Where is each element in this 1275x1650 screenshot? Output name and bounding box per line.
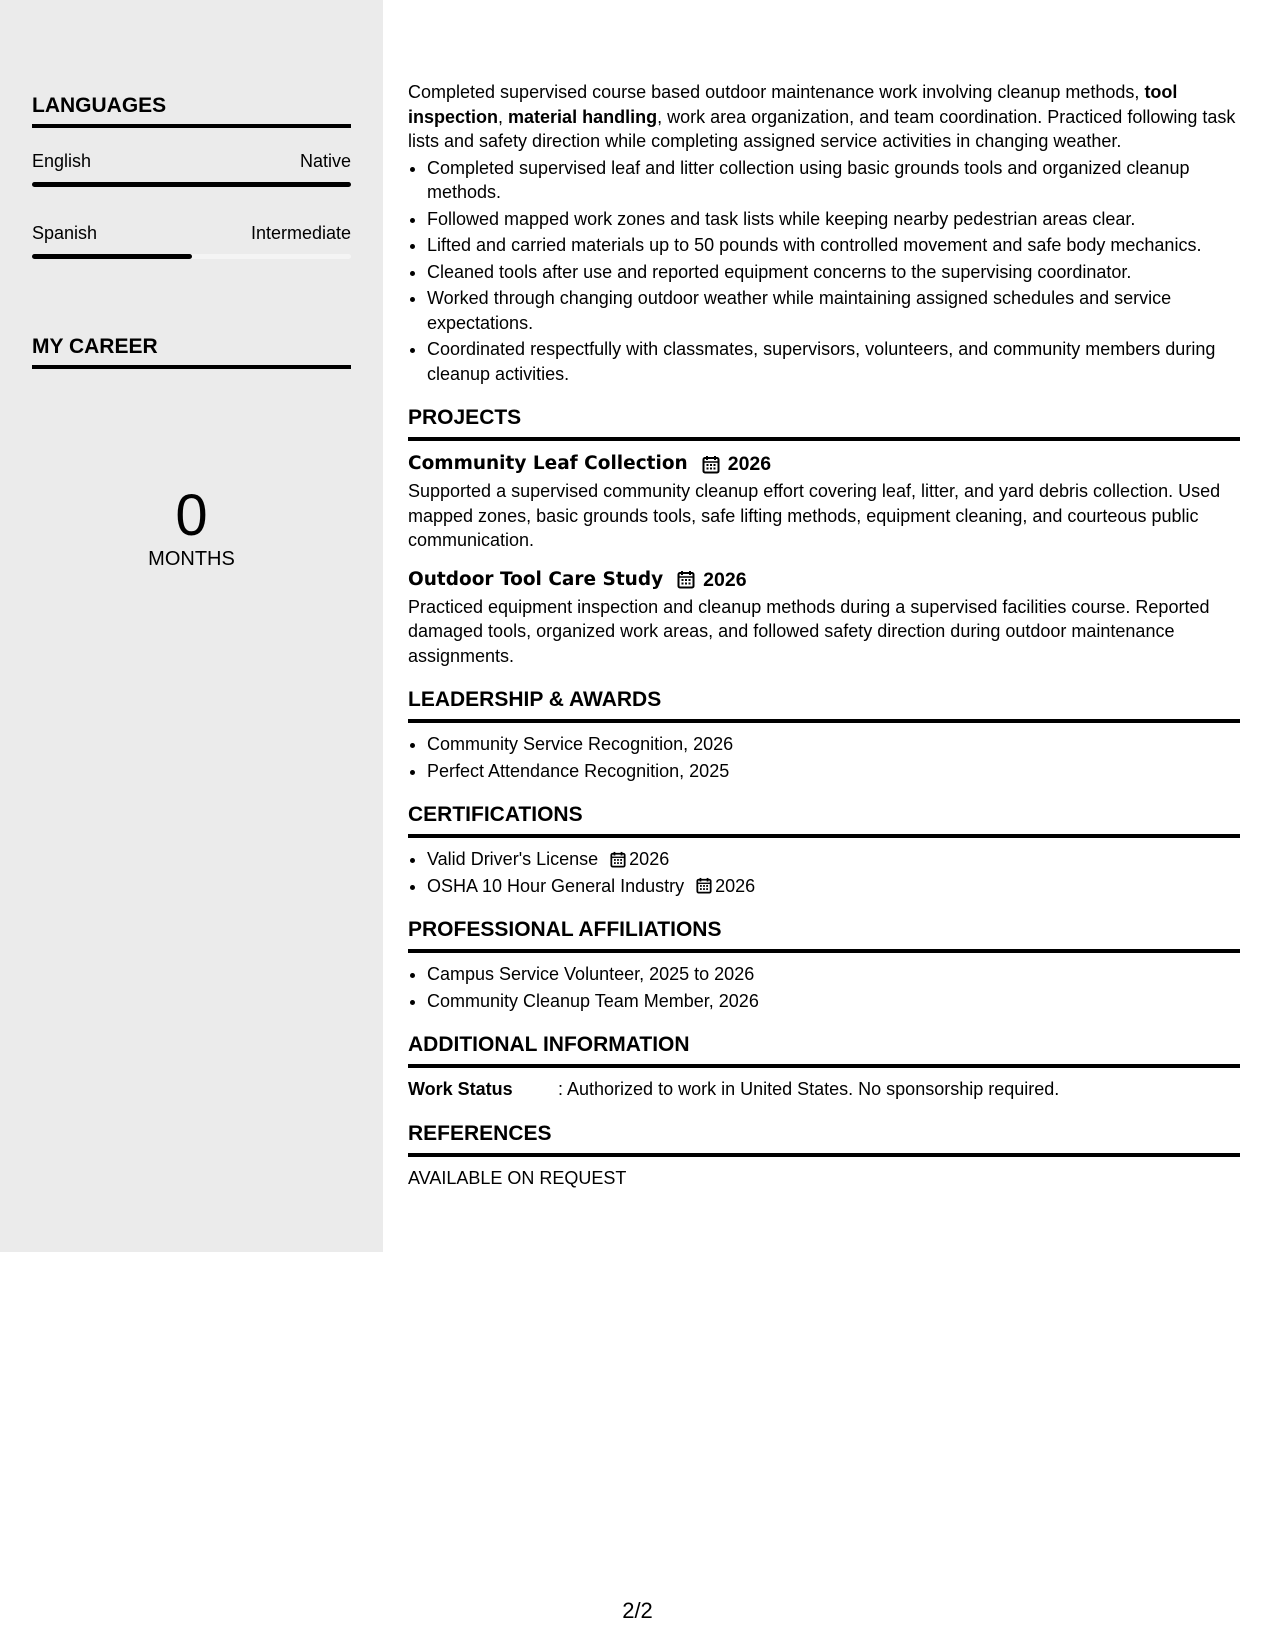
section-title: CERTIFICATIONS [408,803,1240,838]
certification-year: 2026 [715,875,756,896]
calendar-icon [702,455,720,474]
references-section [408,1122,1240,1191]
summary-keyword: tool inspection [408,82,1178,127]
summary-text: , work area organization, and team coordination. Practiced following task lists and safety direction while completing assigned service activities in changing weather. [408,106,1236,151]
language-english [32,151,351,187]
list-item: • Completed supervised leaf and litter collection using basic grounds tools and organized cleanup methods. [427,156,1240,205]
project-year: 2026 [727,453,772,475]
certification-year: 2026 [629,849,670,869]
language-level: Native [299,151,351,171]
section-title: PROJECTS [408,406,1240,441]
career-stat [32,483,351,571]
career-section [32,335,351,571]
summary-text: , [498,106,509,127]
career-unit: MONTHS [148,548,235,570]
list-item [427,847,1240,872]
language-proficiency-fill [32,182,351,187]
certification-name: • OSHA 10 Hour General Industry [427,875,685,896]
affiliations-section [408,918,1240,1013]
affiliations-list [408,962,1240,1013]
work-status-row [408,1077,1240,1102]
language-proficiency-bar [32,182,351,187]
certifications-list [408,847,1240,898]
list-item: • Worked through changing outdoor weather while maintaining assigned schedules and service expectations. [427,286,1240,335]
list-item: • Cleaned tools after use and reported equipment concerns to the supervising coordinator. [427,260,1240,285]
certification-name: • Valid Driver's License [427,849,599,869]
list-item: • Lifted and carried materials up to 50 pounds with controlled movement and safe body mechanics. [427,233,1240,258]
project-item [408,567,1240,669]
calendar-icon [677,570,695,589]
awards-section [408,688,1240,783]
work-status-label: Work Status [408,1079,513,1099]
language-name: English [32,151,92,171]
list-item: • Community Service Recognition, 2026 [427,732,1240,757]
list-item: • Perfect Attendance Recognition, 2025 [427,759,1240,784]
career-number: 0 [175,483,208,548]
sidebar-content [32,94,351,571]
experience-summary [408,80,1240,154]
project-name: Outdoor Tool Care Study [408,568,664,590]
main-content [408,80,1240,1190]
projects-section [408,406,1240,668]
calendar-icon [696,877,712,894]
calendar-icon [610,851,626,868]
section-title: PROFESSIONAL AFFILIATIONS [408,918,1240,953]
project-year: 2026 [703,568,747,591]
certifications-section [408,803,1240,898]
project-item [408,451,1240,553]
additional-info-section [408,1033,1240,1102]
summary-keyword: material handling [508,106,658,127]
list-item: • Coordinated respectfully with classmates, supervisors, volunteers, and community members during cleanup activities. [427,337,1240,386]
page-number: 2/2 [622,1598,653,1623]
language-level: Intermediate [250,223,351,243]
language-spanish [32,223,351,259]
awards-list [408,732,1240,783]
project-name: Community Leaf Collection [408,453,688,474]
section-title: ADDITIONAL INFORMATION [408,1033,1240,1068]
experience-bullets [408,156,1240,387]
references-text: AVAILABLE ON REQUEST [408,1167,627,1188]
language-proficiency-bar [32,254,351,259]
career-heading: MY CAREER [32,335,351,369]
language-name: Spanish [32,223,98,243]
list-item: • Community Cleanup Team Member, 2026 [427,989,1240,1014]
languages-heading: LANGUAGES [32,94,351,128]
project-description: Supported a supervised community cleanup effort covering leaf, litter, and yard debris collection. Used mapped zones, basic grounds tools, safe lifting methods, equipment cleaning, and courteous public communication. [408,481,1221,550]
work-status-value: : Authorized to work in United States. No sponsorship required. [558,1079,1060,1099]
language-proficiency-fill [32,254,192,259]
list-item: • Campus Service Volunteer, 2025 to 2026 [427,962,1240,987]
project-description: Practiced equipment inspection and cleanup methods during a supervised facilities course. Reported damaged tools, organized work areas, and followed safety direction during outdoor maintenance assignments. [408,596,1210,666]
section-title: LEADERSHIP & AWARDS [408,688,1240,723]
section-title: REFERENCES [408,1122,1240,1157]
list-item: • Followed mapped work zones and task lists while keeping nearby pedestrian areas clear. [427,207,1240,232]
list-item [427,874,1240,899]
sidebar [0,0,383,1252]
summary-text: Completed supervised course based outdoor maintenance work involving cleanup methods, [408,82,1145,102]
